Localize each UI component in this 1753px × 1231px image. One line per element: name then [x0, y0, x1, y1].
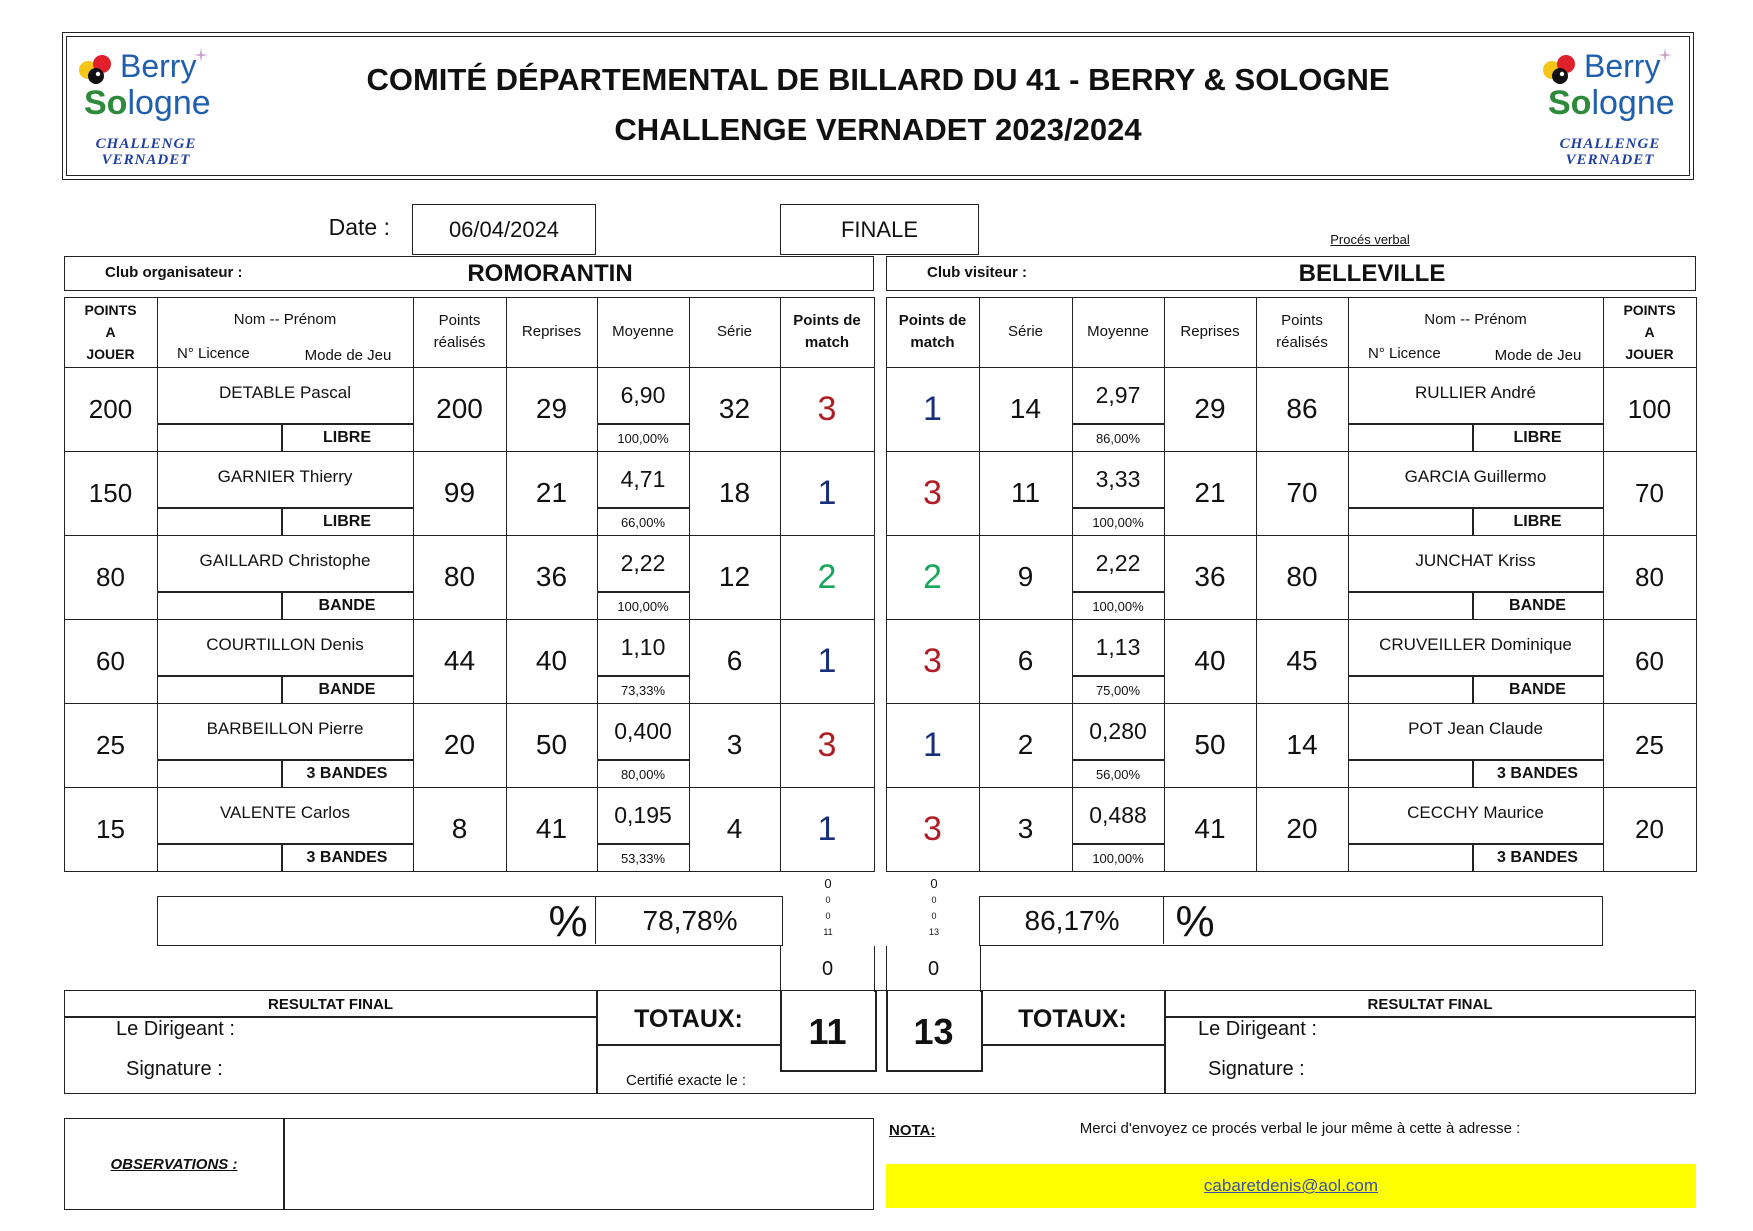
home-points-match: 1 [817, 641, 837, 680]
away-col-points-a-jouer-line: POINTS [1623, 302, 1676, 318]
home-club-bar [64, 256, 874, 291]
away-reprises: 40 [1194, 645, 1226, 676]
away-club-name: BELLEVILLE [1298, 259, 1446, 287]
away-moyenne: 0,280 [1089, 717, 1147, 744]
home-mode-de-jeu: 3 BANDES [306, 765, 388, 782]
home-points-realises: 8 [451, 813, 468, 844]
away-calc-value: 13 [928, 927, 939, 937]
away-moyenne: 2,97 [1095, 381, 1141, 408]
page-subtitle: CHALLENGE VERNADET 2023/2024 [614, 112, 1142, 147]
home-moyenne-percent: 66,00% [620, 514, 666, 530]
away-reprises: 36 [1194, 561, 1226, 592]
away-col-points-realises-line: Points [1281, 312, 1323, 329]
away-points-match: 1 [923, 389, 942, 428]
home-licence-field[interactable] [157, 845, 281, 871]
home-player-name: BARBEILLON Pierre [206, 719, 364, 738]
away-serie: 11 [1010, 477, 1041, 508]
home-col-serie-line: Série [716, 323, 753, 340]
away-points-a-jouer: 80 [1635, 561, 1664, 592]
home-points-match: 2 [817, 557, 837, 596]
home-moyenne: 4,71 [620, 465, 666, 492]
home-col-points-realises [413, 297, 506, 367]
home-serie: 3 [726, 729, 743, 760]
home-col-points-realises-line: Points [438, 312, 481, 329]
away-percent-symbol: % [1175, 897, 1215, 946]
away-moyenne-percent: 56,00% [1095, 766, 1141, 782]
home-mode-de-jeu: BANDE [318, 597, 376, 614]
away-points-a-jouer: 70 [1635, 477, 1664, 508]
home-reprises: 21 [535, 477, 568, 508]
home-dirigeant-label: Le Dirigeant : [116, 1018, 235, 1040]
home-licence-field[interactable] [157, 677, 281, 703]
home-player-name: GAILLARD Christophe [199, 551, 371, 570]
away-moyenne: 3,33 [1095, 465, 1141, 492]
home-points-realises: 200 [436, 393, 483, 424]
home-serie: 18 [718, 477, 751, 508]
nota-message: Merci d'envoyez ce procés verbal le jour même à cette à adresse : [1079, 1120, 1521, 1137]
home-total: 11 [808, 1011, 847, 1052]
away-bonus: 0 [886, 946, 981, 992]
away-moyenne: 2,22 [1095, 549, 1141, 576]
home-moyenne-percent: 53,33% [620, 850, 666, 866]
home-bonus: 0 [780, 946, 875, 992]
away-player-name: CRUVEILLER Dominique [1379, 635, 1572, 654]
away-serie: 6 [1017, 645, 1034, 676]
away-points-a-jouer: 60 [1635, 645, 1664, 676]
home-player-name: GARNIER Thierry [217, 467, 353, 486]
email-link[interactable]: cabaretdenis@aol.com [1203, 1176, 1379, 1195]
away-moyenne-percent: 100,00% [1092, 598, 1144, 614]
home-serie: 32 [718, 393, 751, 424]
home-player-name: VALENTE Carlos [219, 803, 351, 822]
home-calc-value: 0 [825, 911, 831, 921]
away-player-name: JUNCHAT Kriss [1415, 551, 1536, 570]
logo-berry-text: Berry [120, 48, 197, 84]
home-totaux-label: TOTAUX: [634, 1004, 743, 1033]
observations-box [64, 1118, 874, 1210]
away-col-points-a-jouer-line: JOUER [1625, 346, 1674, 362]
away-player-name: CECCHY Maurice [1407, 803, 1544, 822]
home-signature-label: Signature : [126, 1058, 223, 1080]
home-col-mode-jeu: Mode de Jeu [304, 347, 392, 364]
observations-input[interactable] [285, 1121, 871, 1207]
billiard-balls-icon [1538, 52, 1586, 88]
away-col-points-match-line: Points de [898, 312, 967, 329]
logo-berry-text: Berry [1584, 48, 1661, 84]
round-field[interactable]: FINALE [780, 204, 979, 255]
home-col-points-a-jouer-line: JOUER [86, 346, 135, 362]
home-points-a-jouer: 200 [88, 393, 133, 424]
away-points-match: 3 [923, 641, 942, 680]
logo-so-text: So [1548, 84, 1592, 122]
home-reprises: 40 [535, 645, 568, 676]
away-reprises: 29 [1194, 393, 1226, 424]
away-moyenne-percent: 75,00% [1095, 682, 1141, 698]
away-licence-field[interactable] [1348, 761, 1472, 787]
home-col-nom-prenom: Nom -- Prénom [233, 311, 337, 328]
home-licence-field[interactable] [157, 593, 281, 619]
home-serie: 6 [726, 645, 743, 676]
home-licence-field[interactable] [157, 509, 281, 535]
email-highlight [886, 1164, 1696, 1208]
away-total: 13 [913, 1011, 954, 1052]
home-moyenne-percent: 73,33% [620, 682, 666, 698]
home-calc-value: 11 [823, 927, 833, 937]
home-percent-symbol: % [548, 897, 588, 946]
away-points-realises: 70 [1286, 477, 1318, 508]
home-club-name: ROMORANTIN [467, 259, 633, 287]
home-col-points-match [780, 297, 874, 367]
logo-challenge-text: CHALLENGE [1559, 136, 1661, 152]
home-points-realises: 80 [443, 561, 476, 592]
away-moyenne-percent: 86,00% [1095, 430, 1141, 446]
home-moyenne: 0,400 [614, 717, 672, 744]
away-points-a-jouer: 25 [1635, 729, 1664, 760]
away-mode-de-jeu: LIBRE [1513, 513, 1562, 530]
nota-label: NOTA: [889, 1122, 936, 1139]
home-moyenne: 1,10 [620, 633, 666, 660]
away-col-points-a-jouer-line: A [1644, 324, 1655, 340]
away-points-realises: 80 [1286, 561, 1318, 592]
logo-vernadet-text: VERNADET [101, 152, 191, 168]
home-player-name: DETABLE Pascal [219, 383, 351, 402]
away-calc-value: 0 [930, 876, 938, 891]
away-serie: 9 [1017, 561, 1034, 592]
away-col-reprises [1164, 297, 1256, 367]
home-points-realises: 99 [443, 477, 476, 508]
home-col-points-realises-line: réalisés [433, 334, 486, 351]
away-moyenne: 1,13 [1095, 633, 1141, 660]
away-points-a-jouer: 100 [1627, 393, 1672, 424]
logo-left [72, 44, 220, 174]
away-licence-field[interactable] [1348, 845, 1472, 871]
away-col-serie-line: Série [1007, 323, 1044, 340]
home-points-a-jouer: 25 [96, 729, 125, 760]
home-points-realises: 44 [443, 645, 476, 676]
away-points-match: 1 [923, 725, 942, 764]
away-serie: 2 [1017, 729, 1034, 760]
away-mode-de-jeu: LIBRE [1513, 429, 1562, 446]
certifie-label: Certifié exacte le : [626, 1072, 747, 1089]
date-field[interactable]: 06/04/2024 [412, 204, 596, 255]
date-label: Date : [328, 214, 390, 240]
home-moyenne: 0,195 [614, 801, 672, 828]
home-col-serie [689, 297, 780, 367]
away-points-realises: 14 [1286, 729, 1318, 760]
logo-vernadet-text: VERNADET [1565, 152, 1655, 168]
away-points-match: 2 [923, 557, 942, 596]
home-moyenne-percent: 100,00% [617, 430, 669, 446]
home-points-a-jouer: 80 [96, 561, 125, 592]
away-calc-value: 0 [931, 911, 937, 921]
home-club-label: Club organisateur : [105, 264, 243, 281]
home-percent-value: 78,78% [642, 904, 738, 936]
home-licence-field[interactable] [157, 425, 281, 451]
home-col-points-a-jouer-line: POINTS [84, 302, 137, 318]
home-calc-value: 0 [825, 895, 831, 905]
home-reprises: 36 [535, 561, 568, 592]
away-col-moyenne [1072, 297, 1164, 367]
home-reprises: 50 [535, 729, 568, 760]
away-col-moyenne-line: Moyenne [1087, 323, 1149, 340]
billiard-balls-icon [74, 52, 122, 88]
home-col-moyenne-line: Moyenne [612, 323, 674, 340]
away-moyenne: 0,488 [1089, 801, 1147, 828]
away-licence-field[interactable] [1348, 593, 1472, 619]
home-resultat-final: RESULTAT FINAL [268, 995, 393, 1013]
proces-verbal-label: Procés verbal [1330, 232, 1410, 247]
away-dirigeant-label: Le Dirigeant : [1198, 1018, 1317, 1040]
away-col-licence: N° Licence [1368, 345, 1441, 362]
home-points-match: 3 [817, 389, 837, 428]
home-percent-box [157, 896, 783, 946]
away-club-bar [886, 256, 1696, 291]
home-points-match: 1 [817, 473, 837, 512]
home-mode-de-jeu: BANDE [318, 681, 376, 698]
away-mode-de-jeu: BANDE [1509, 681, 1566, 698]
away-serie: 3 [1017, 813, 1034, 844]
away-moyenne-percent: 100,00% [1092, 850, 1144, 866]
page-title: COMITÉ DÉPARTEMENTAL DE BILLARD DU 41 - BERRY & SOLOGNE [366, 62, 1390, 97]
away-calc-column [914, 876, 954, 940]
away-resultat-final: RESULTAT FINAL [1367, 995, 1493, 1013]
home-points-a-jouer: 60 [96, 645, 125, 676]
away-col-points-match-line: match [910, 334, 955, 351]
away-mode-de-jeu: BANDE [1509, 597, 1566, 614]
away-player-name: GARCIA Guillermo [1404, 467, 1547, 486]
home-mode-de-jeu: 3 BANDES [306, 849, 388, 866]
home-moyenne: 2,22 [620, 549, 666, 576]
away-points-realises: 20 [1286, 813, 1318, 844]
home-points-a-jouer: 15 [96, 813, 125, 844]
home-moyenne: 6,90 [620, 381, 666, 408]
away-licence-field[interactable] [1348, 509, 1472, 535]
away-moyenne-percent: 100,00% [1092, 514, 1144, 530]
away-calc-value: 0 [931, 895, 937, 905]
away-licence-field[interactable] [1348, 677, 1472, 703]
home-col-points-a-jouer-line: A [105, 324, 116, 340]
home-col-points-match-line: match [804, 334, 850, 351]
away-col-points-realises-line: réalisés [1276, 334, 1328, 351]
home-serie: 4 [726, 813, 743, 844]
home-serie: 12 [718, 561, 751, 592]
home-col-moyenne [597, 297, 689, 367]
observations-label: OBSERVATIONS : [110, 1155, 238, 1173]
away-signature-label: Signature : [1208, 1058, 1305, 1080]
home-moyenne-percent: 80,00% [620, 766, 666, 782]
away-mode-de-jeu: 3 BANDES [1497, 849, 1578, 866]
away-totaux-label: TOTAUX: [1018, 1004, 1127, 1033]
away-col-mode-jeu: Mode de Jeu [1494, 347, 1582, 364]
logo-logne-text: logne [127, 84, 211, 122]
home-reprises: 41 [535, 813, 568, 844]
away-reprises: 50 [1194, 729, 1226, 760]
away-reprises: 41 [1194, 813, 1226, 844]
away-serie: 14 [1009, 393, 1042, 424]
away-percent-value: 86,17% [1024, 904, 1120, 936]
away-col-serie [979, 297, 1072, 367]
away-col-points-a-jouer [1603, 297, 1696, 367]
logo-challenge-text: CHALLENGE [95, 136, 197, 152]
away-points-match: 3 [923, 473, 942, 512]
home-points-match: 3 [817, 725, 837, 764]
away-points-a-jouer: 20 [1635, 813, 1664, 844]
home-calc-column [808, 876, 848, 940]
away-percent-box [979, 896, 1603, 946]
away-col-points-realises [1256, 297, 1348, 367]
away-player-name: POT Jean Claude [1408, 719, 1543, 738]
header-inner-frame [66, 36, 1690, 176]
logo-so-text: So [84, 84, 128, 122]
home-moyenne-percent: 100,00% [617, 598, 669, 614]
home-col-reprises-line: Reprises [521, 323, 582, 340]
home-reprises: 29 [535, 393, 568, 424]
away-points-realises: 86 [1286, 393, 1318, 424]
home-licence-field[interactable] [157, 761, 281, 787]
home-col-points-a-jouer [64, 297, 157, 367]
away-licence-field[interactable] [1348, 425, 1472, 451]
home-col-points-match-line: Points de [793, 312, 861, 329]
home-points-a-jouer: 150 [88, 477, 133, 508]
home-points-realises: 20 [443, 729, 476, 760]
home-mode-de-jeu: LIBRE [323, 429, 371, 446]
home-mode-de-jeu: LIBRE [323, 513, 371, 530]
away-player-name: RULLIER André [1415, 383, 1536, 402]
home-col-licence: N° Licence [177, 345, 250, 362]
logo-logne-text: logne [1591, 84, 1675, 122]
away-points-match: 3 [923, 809, 942, 848]
away-col-reprises-line: Reprises [1180, 323, 1240, 340]
away-mode-de-jeu: 3 BANDES [1497, 765, 1578, 782]
away-col-points-match [886, 297, 979, 367]
logo-right [1536, 44, 1684, 174]
away-reprises: 21 [1194, 477, 1226, 508]
away-points-realises: 45 [1286, 645, 1318, 676]
home-points-match: 1 [817, 809, 837, 848]
away-col-nom-prenom: Nom -- Prénom [1424, 311, 1527, 328]
away-club-label: Club visiteur : [927, 264, 1028, 281]
home-player-name: COURTILLON Denis [206, 635, 364, 654]
home-calc-value: 0 [824, 876, 832, 891]
home-col-reprises [506, 297, 597, 367]
